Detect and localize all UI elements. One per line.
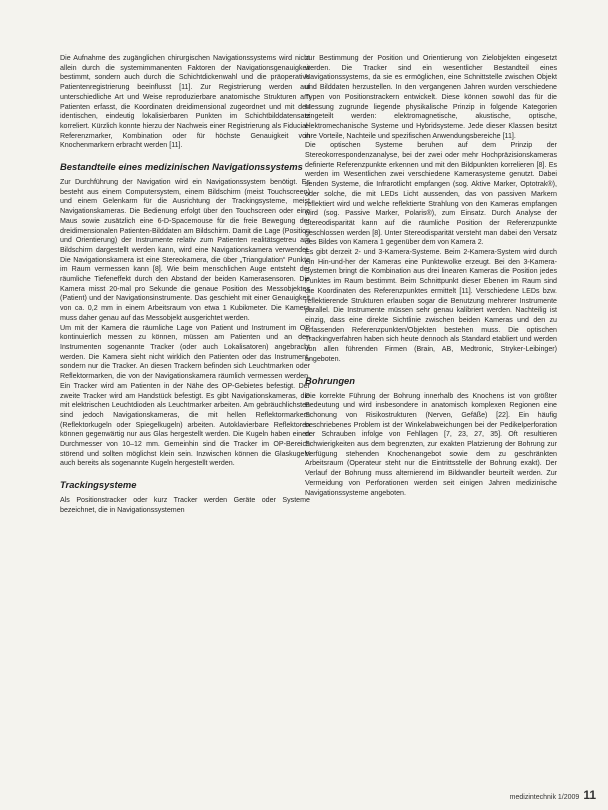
section-heading: Bohrungen (305, 374, 355, 386)
left-column (60, 54, 310, 516)
page-footer (510, 788, 596, 802)
paragraph: Zur Durchführung der Navigation wird ein Navigationssystem benötigt. Es besteht aus einem Computersystem, einem Bildschirm (meist Touchscreen) und einem Gelenkarm für die Ausrichtung der Trackingsysteme, meist Navigationskameras. Die Bedienung erfolgt über den Touchscreen oder eine Maus sowie zusätzlich eine 6-D-Spacemouse für die freie Bewegung der dreidimensionalen Patienten-Bilddaten am Bildschirm. Damit die Lage (Position und Orientierung) der Instrumente relativ zum Patienten realitätsgetreu am Bildschirm dargestellt werden kann, wird eine Navigationskamera verwendet. Die Navigationskamera ist eine Stereokamera, die über „Triangulation“ Punkte im Raum vermessen kann [8]. Wie beim menschlichen Auge entsteht der räumliche Tiefeneffekt durch den Abstand der beiden Kamerasensoren. Die Kamera misst 20-mal pro Sekunde die genaue Position des Messobjektes (Patient) und der Navigationsinstrumente. Das geschieht mit einer Genauigkeit von ca. 0,2 mm in einem Arbeitsraum von etwa 1 Kubikmeter. Die Kamera muss daher genau auf das Messobjekt ausgerichtet werden. (60, 178, 310, 322)
right-column (305, 54, 557, 498)
paragraph: Um mit der Kamera die räumliche Lage von Patient und Instrument im OP kontinuierlich messen zu können, müssen am Patienten und an den Instrumenten sogenannte Tracker (oder auch Lokalisatoren) angebracht werden. Die Kamera sieht nicht wirklich den Patienten oder das Instrument, sondern nur die Tracker. An diesen Trackern befinden sich Leuchtmarken oder Reflektormarken, die von der Navigationskamera räumlich vermessen werden. Ein Tracker wird am Patienten in der Nähe des OP-Gebietes befestigt. Der zweite Tracker wird am Handstück befestigt. Es gibt Navigationskameras, die mit elektrischen Leuchtdioden als Leuchtmarker arbeiten. Am gebräuchlichsten sind jedoch Navigationskameras, die mit hellen Reflektormarkern (Reflektorkugeln oder Spiegelkugeln) arbeiten. Autoklavierbare Reflektoren können gegenwärtig nur aus Glas hergestellt werden. Die Kugeln haben einen Durchmesser von 10–12 mm. Gemeinhin sind die Tracker im OP-Bereich störend und sollten möglichst klein sein. Inzwischen können die Glaskugeln auch bereits als sogenannte Kugeln hergestellt werden. (60, 323, 310, 468)
section-heading: Bestandteile eines medizinischen Navigationssystems (60, 161, 303, 173)
paragraph: Die korrekte Führung der Bohrung innerhalb des Knochens ist von größter Bedeutung und wird insbesondere in anatomisch komplexen Regionen eine Schonung von Risikostrukturen (Nerven, Gefäße) [22]. Ein häufig beschriebenes Problem ist der Winkelabweichungen bei der Pedikelperforation der Schrauben infolge von Fehllagen [7, 23, 27, 35]. Oft resultieren Schwierigkeiten aus dem begrenzten, zur exakten Platzierung der Bohrung zur Verfügung stehenden Knochenangebot sowie dem zu geschränkten Arbeitsraum (Operateur steht nur die Eintrittsstelle der Bohrung exakt). Der Verlauf der Bohrung muss alternierend im Bildwandler beurteilt werden. Zur Vermeidung von Perforationen werden seit einigen Jahren medizinische Navigationssysteme angeboten. (305, 391, 557, 497)
page-number: 11 (583, 788, 596, 802)
paragraph: Die Aufnahme des zugänglichen chirurgischen Navigationssystems wird nicht allein durch die systemimmanenten Faktoren der Navigationsgenauigkeit bestimmt, sondern auch durch die Schichtdickenwahl und die präoperative Patientenregistrierung beeinflusst [11]. Zur Registrierung werden auf unterschiedliche Art und Weise reproduzierbare anatomische Strukturen am Patienten erfasst, die Koordinaten dreidimensional zugeordnet und mit den identischen, eindeutig lokalisierbaren Punkten im Schichtbilddatensatz korreliert. Kürzlich konnte hierzu der Nachweis einer Registrierung als Fiducial-Referenzmarker, Kombination oder für höchste Genauigkeit von Knochenmarkern erbracht werden [11]. (60, 54, 310, 150)
journal-name: medizintechnik 1/2009 (509, 794, 580, 801)
section-heading: Trackingsysteme (60, 479, 137, 491)
paragraph: zur Bestimmung der Position und Orientierung von Zielobjekten eingesetzt werden. Die Tracker sind ein wesentlicher Bestandteil eines Navigationssystems, da sie es ermöglichen, eine Schnittstelle zwischen Objekt und Bilddaten herzustellen. In den vergangenen Jahren wurden verschiedene Typen von Positionstrackern entwickelt. Diese können sowohl das für die Messung zugrunde liegende physikalische Prinzip in folgende Kategorien eingeteilt werden: elektromagnetische, akustische, optische, elektromechanische Systeme und Hybridsysteme. Jede dieser Klassen besitzt ihre Vorteile, Nachteile und spezifischen Anwendungsbereiche [11]. (305, 54, 557, 140)
paragraph: Die optischen Systeme beruhen auf dem Prinzip der Stereokorrespondenzanalyse, bei der zwei oder mehr Hochpräzisionskameras definierte Referenzpunkte erkennen und mit den Bildpunkten korrelieren [8]. Es werden im Wesentlichen zwei verschiedene Kamerasysteme genutzt. Dabei senden Systeme, die Infrarotlicht empfangen (sog. Aktive Marker, Optotrak®), oder solche, die mit LEDs Licht aussenden, das von passiven Markern reflektiert wird und welche reflektierte Strahlung von den Kameras empfangen wird (sog. Passive Marker, Polaris®), zum Einsatz. Durch Analyse der Stereodisparität kann auf die räumliche Position der Referenzpunkte geschlossen werden [8]. Unter Stereodisparität versteht man dabei den Versatz des Bildes von Kamera 1 gegenüber dem von Kamera 2. (305, 141, 557, 247)
paragraph: Es gibt derzeit 2- und 3-Kamera-Systeme. Beim 2-Kamera-System wird durch ein Hin-und-her der Kameras eine Punktewolke erzeugt. Bei den 3-Kamera-Systemen bringt die Kombination aus drei linearen Kameras die Position jedes Punktes im Raum bestimmt. Beim Schnittpunkt dieser Ebenen im Raum sind die Koordinaten des Referenzpunktes ermittelt [11]. Verschiedene LEDs bzw. reflektierende Strukturen erlauben sogar die Benutzung mehrerer Instrumente parallel. Die Instrumente müssen sehr genau kalibriert werden. Nachteilig ist einzig, dass eine direkte Sichtlinie zwischen beiden Kameras und den zu erfassenden Referenzpunkten/Objekten bestehen muss. Die optischen Trackingverfahren haben sich heute dennoch als Standard etabliert und werden von allen führenden Firmen (Brain, AB, Medtronic, Stryker-Leibinger) angeboten. (305, 248, 557, 363)
paragraph: Als Positionstracker oder kurz Tracker werden Geräte oder Systeme bezeichnet, die in Navigationssystemen (60, 496, 310, 514)
